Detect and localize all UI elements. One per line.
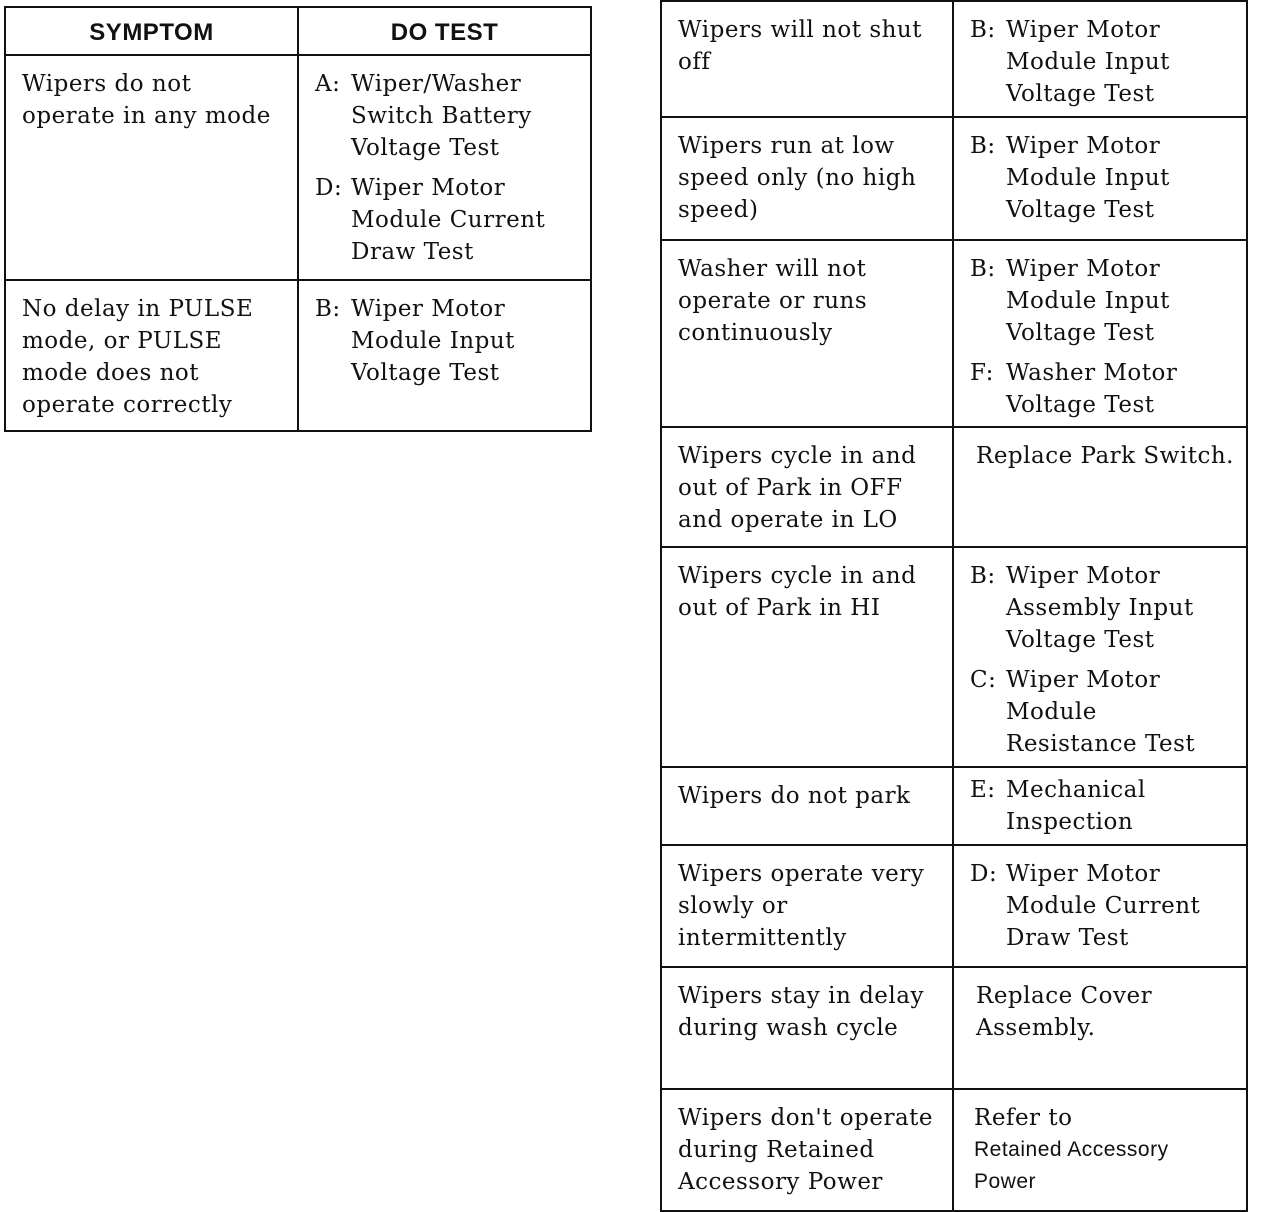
test-item (970, 253, 1230, 349)
test-item (970, 14, 1230, 110)
symptom-cell: Wipers don't operate during Retained Accessory Power (662, 1090, 954, 1210)
test-item (970, 357, 1230, 421)
test-item (970, 774, 1230, 838)
symptom-cell: Wipers do not operate in any mode (6, 56, 299, 279)
symptom-cell: Wipers do not park (662, 768, 954, 844)
test-item (315, 293, 574, 389)
test-text: Wiper Motor Module Current Draw Test (351, 175, 546, 265)
test-text: Wiper/Washer Switch Battery Voltage Test (351, 71, 532, 161)
test-cell (954, 241, 1246, 426)
test-cell (954, 548, 1246, 766)
table-header-row (6, 8, 590, 56)
table-row (6, 56, 590, 281)
test-item (315, 68, 574, 164)
table-row (662, 118, 1246, 241)
symptom-cell: Wipers will not shut off (662, 2, 954, 116)
table-row (662, 1090, 1246, 1210)
right-symptom-table (660, 0, 1248, 1212)
test-code: B: (315, 296, 341, 322)
action-cell (954, 1090, 1246, 1210)
test-text: Washer Motor Voltage Test (1006, 360, 1178, 418)
table-row (6, 281, 590, 430)
symptom-cell: Washer will not operate or runs continuously (662, 241, 954, 426)
test-code: C: (970, 667, 997, 693)
test-code: A: (315, 71, 341, 97)
test-code: B: (970, 133, 996, 159)
test-cell (299, 281, 590, 430)
test-cell (954, 2, 1246, 116)
test-cell (954, 846, 1246, 966)
symptom-cell: Wipers stay in delay during wash cycle (662, 968, 954, 1088)
table-row (662, 846, 1246, 968)
action-subtext: Retained Accessory Power (974, 1138, 1169, 1193)
test-item (970, 130, 1230, 226)
table-row (662, 968, 1246, 1090)
test-text: Wiper Motor Assembly Input Voltage Test (1006, 563, 1194, 653)
test-item (970, 664, 1230, 760)
test-item (970, 858, 1230, 954)
test-code: F: (970, 360, 994, 386)
test-cell (954, 118, 1246, 239)
symptom-cell: No delay in PULSE mode, or PULSE mode does not operate correctly (6, 281, 299, 430)
test-text: Wiper Motor Module Resistance Test (1006, 667, 1196, 757)
test-cell (954, 768, 1246, 844)
test-text: Wiper Motor Module Input Voltage Test (351, 296, 515, 386)
test-code: D: (970, 861, 998, 887)
test-code: B: (970, 17, 996, 43)
test-code: E: (970, 777, 996, 803)
test-item (970, 560, 1230, 656)
test-cell (299, 56, 590, 279)
symptom-column-header: SYMPTOM (6, 8, 299, 54)
table-row (662, 241, 1246, 428)
table-row (662, 428, 1246, 548)
table-row (662, 768, 1246, 846)
test-text: Mechanical Inspection (1006, 777, 1146, 835)
left-symptom-table (4, 6, 592, 432)
test-code: B: (970, 563, 996, 589)
test-text: Wiper Motor Module Input Voltage Test (1006, 256, 1170, 346)
test-text: Wiper Motor Module Input Voltage Test (1006, 133, 1170, 223)
test-text: Wiper Motor Module Current Draw Test (1006, 861, 1201, 951)
test-item (315, 172, 574, 268)
table-row (662, 548, 1246, 768)
action-cell: Replace Park Switch. (976, 443, 1234, 469)
do-test-column-header: DO TEST (390, 19, 499, 46)
test-code: B: (970, 256, 996, 282)
action-text: Refer to (974, 1105, 1073, 1131)
table-row (662, 2, 1246, 118)
test-code: D: (315, 175, 343, 201)
test-text: Wiper Motor Module Input Voltage Test (1006, 17, 1170, 107)
symptom-cell: Wipers operate very slowly or intermittently (662, 846, 954, 966)
action-cell: Replace Cover Assembly. (976, 983, 1153, 1041)
symptom-cell: Wipers run at low speed only (no high speed) (662, 118, 954, 239)
symptom-cell: Wipers cycle in and out of Park in HI (662, 548, 954, 766)
symptom-cell: Wipers cycle in and out of Park in OFF and operate in LO (662, 428, 954, 546)
